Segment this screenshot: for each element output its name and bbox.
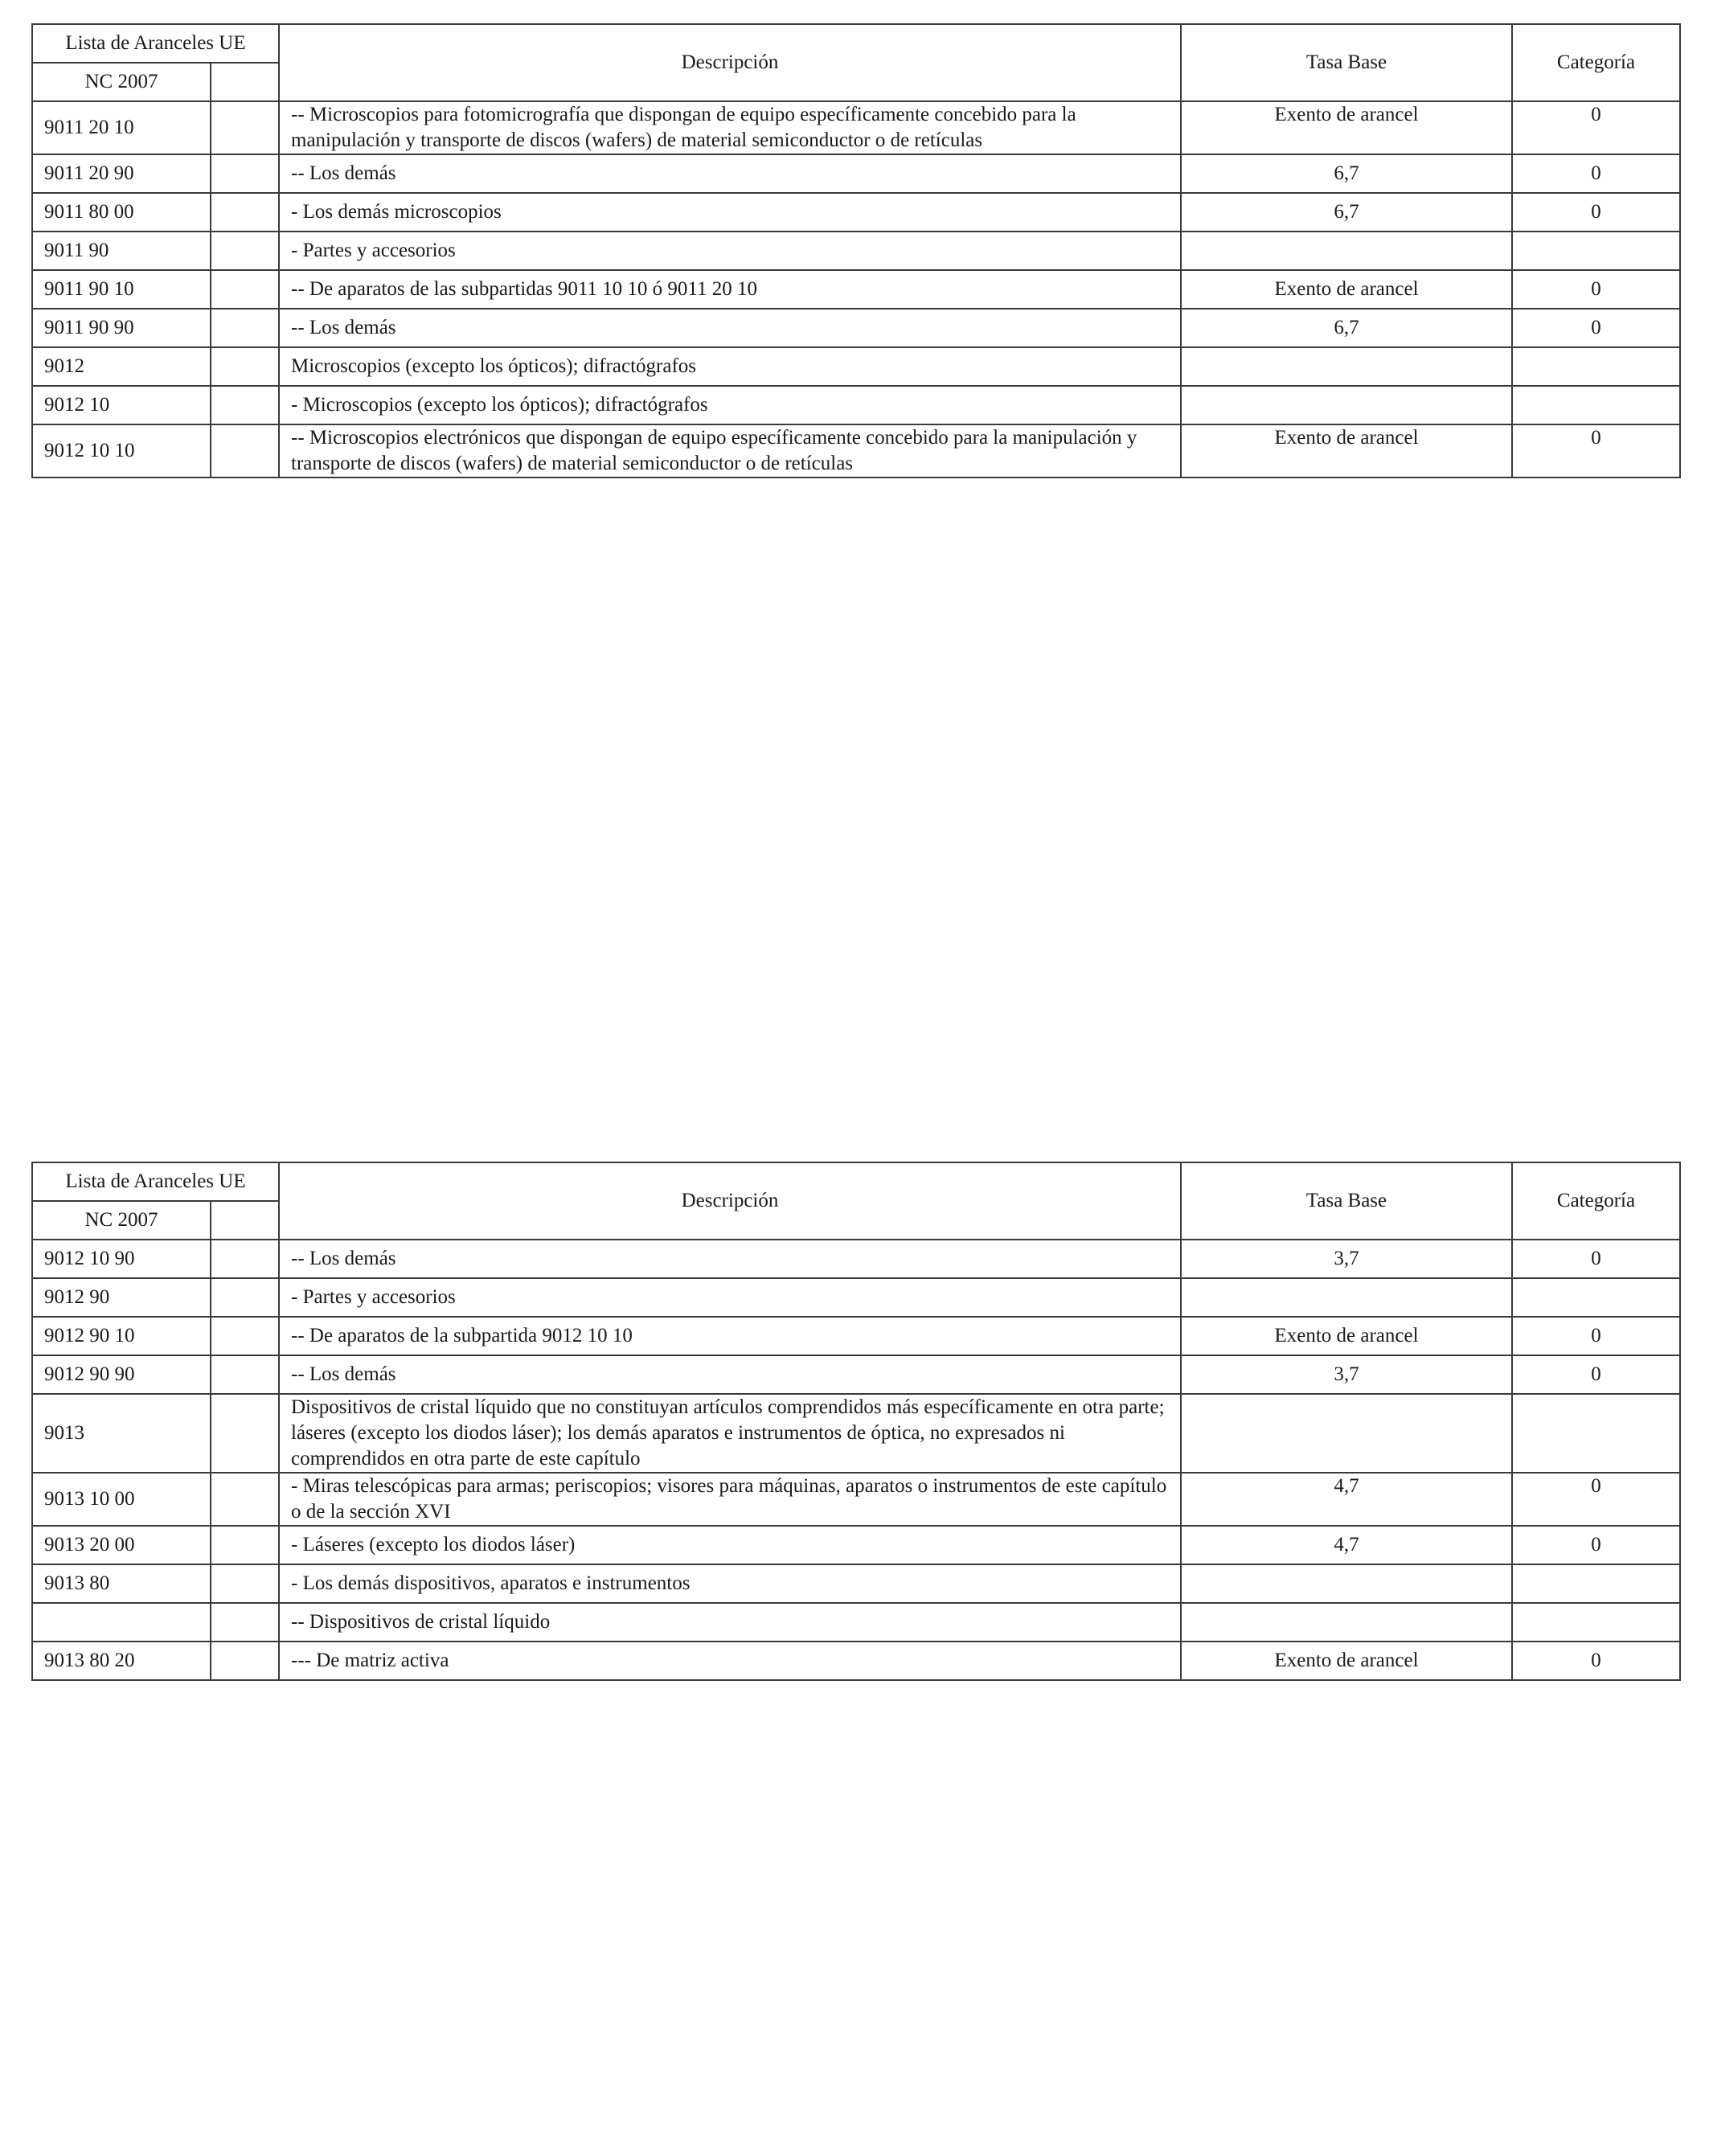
code-cell: 9011 20 90 (32, 154, 211, 193)
category-cell: 0 (1512, 101, 1680, 154)
table-row (32, 270, 1680, 309)
table-row (32, 1278, 1680, 1317)
category-cell: 0 (1512, 1642, 1680, 1680)
blank-cell (211, 1603, 279, 1642)
rate-cell: 6,7 (1181, 154, 1512, 193)
description-cell: -- Dispositivos de cristal líquido (279, 1603, 1181, 1642)
category-cell: 0 (1512, 1526, 1680, 1564)
code-cell: 9012 10 90 (32, 1240, 211, 1278)
rate-cell: 3,7 (1181, 1355, 1512, 1394)
description-cell: - Miras telescópicas para armas; periscopios; visores para máquinas, aparatos o instrumentos de este capítulo o de la sección XVI (279, 1473, 1181, 1526)
table-row (32, 101, 1680, 154)
list-title-header: Lista de Aranceles UE (32, 1162, 279, 1201)
blank-cell (211, 1355, 279, 1394)
table-row (32, 1240, 1680, 1278)
description-cell: -- Los demás (279, 1240, 1181, 1278)
rate-cell (1181, 347, 1512, 386)
description-cell: - Los demás dispositivos, aparatos e instrumentos (279, 1564, 1181, 1603)
code-cell: 9011 20 10 (32, 101, 211, 154)
code-cell: 9011 90 10 (32, 270, 211, 309)
table-row (32, 1642, 1680, 1680)
rate-header: Tasa Base (1181, 24, 1512, 101)
category-cell: 0 (1512, 1240, 1680, 1278)
rate-cell: Exento de arancel (1181, 424, 1512, 478)
rate-cell: Exento de arancel (1181, 1317, 1512, 1355)
category-cell (1512, 1394, 1680, 1473)
category-cell: 0 (1512, 193, 1680, 232)
category-cell: 0 (1512, 154, 1680, 193)
rate-cell (1181, 386, 1512, 424)
blank-cell (211, 424, 279, 478)
rate-cell (1181, 1603, 1512, 1642)
table-row (32, 193, 1680, 232)
nc-label-header: NC 2007 (32, 63, 211, 101)
rate-cell (1181, 1394, 1512, 1473)
code-cell (32, 1603, 211, 1642)
tariff-table-1 (31, 23, 1681, 478)
blank-cell (211, 347, 279, 386)
blank-cell (211, 1317, 279, 1355)
description-cell: - Partes y accesorios (279, 1278, 1181, 1317)
code-cell: 9012 90 (32, 1278, 211, 1317)
blank-cell (211, 386, 279, 424)
description-cell: -- De aparatos de las subpartidas 9011 10 10 ó 9011 20 10 (279, 270, 1181, 309)
rate-cell: 6,7 (1181, 309, 1512, 347)
table-row (32, 1317, 1680, 1355)
blank-cell (211, 270, 279, 309)
category-header: Categoría (1512, 24, 1680, 101)
code-cell: 9012 10 10 (32, 424, 211, 478)
code-cell: 9013 (32, 1394, 211, 1473)
blank-header-cell (211, 1201, 279, 1240)
blank-cell (211, 309, 279, 347)
code-cell: 9011 90 (32, 232, 211, 270)
blank-cell (211, 154, 279, 193)
table-row (32, 347, 1680, 386)
nc-label-header: NC 2007 (32, 1201, 211, 1240)
table-row (32, 1603, 1680, 1642)
description-cell: -- De aparatos de la subpartida 9012 10 10 (279, 1317, 1181, 1355)
code-cell: 9013 10 00 (32, 1473, 211, 1526)
description-cell: - Láseres (excepto los diodos láser) (279, 1526, 1181, 1564)
category-cell: 0 (1512, 1473, 1680, 1526)
table-row (32, 154, 1680, 193)
category-cell (1512, 1603, 1680, 1642)
rate-cell: 3,7 (1181, 1240, 1512, 1278)
description-cell: - Partes y accesorios (279, 232, 1181, 270)
category-cell (1512, 232, 1680, 270)
code-cell: 9012 (32, 347, 211, 386)
description-header: Descripción (279, 24, 1181, 101)
rate-cell: 4,7 (1181, 1526, 1512, 1564)
rate-cell: Exento de arancel (1181, 1642, 1512, 1680)
blank-cell (211, 193, 279, 232)
code-cell: 9012 10 (32, 386, 211, 424)
blank-cell (211, 1240, 279, 1278)
code-cell: 9013 80 (32, 1564, 211, 1603)
description-cell: Dispositivos de cristal líquido que no constituyan artículos comprendidos más específicamente en otra parte; láseres (excepto los diodos láser); los demás aparatos e instrumentos de óptica, no expresados ni comprendidos en otra parte de este capítulo (279, 1394, 1181, 1473)
code-cell: 9013 20 00 (32, 1526, 211, 1564)
code-cell: 9012 90 90 (32, 1355, 211, 1394)
description-cell: - Microscopios (excepto los ópticos); difractógrafos (279, 386, 1181, 424)
blank-cell (211, 1278, 279, 1317)
blank-cell (211, 1642, 279, 1680)
blank-cell (211, 101, 279, 154)
category-cell (1512, 1564, 1680, 1603)
rate-cell (1181, 1564, 1512, 1603)
category-cell: 0 (1512, 1355, 1680, 1394)
table-row (32, 386, 1680, 424)
blank-header-cell (211, 63, 279, 101)
blank-cell (211, 1473, 279, 1526)
category-cell: 0 (1512, 309, 1680, 347)
rate-cell: Exento de arancel (1181, 270, 1512, 309)
table-row (32, 1394, 1680, 1473)
rate-cell (1181, 232, 1512, 270)
description-cell: - Los demás microscopios (279, 193, 1181, 232)
category-cell: 0 (1512, 270, 1680, 309)
code-cell: 9012 90 10 (32, 1317, 211, 1355)
code-cell: 9011 90 90 (32, 309, 211, 347)
description-cell: -- Los demás (279, 154, 1181, 193)
list-title-header: Lista de Aranceles UE (32, 24, 279, 63)
category-cell (1512, 386, 1680, 424)
table-row (32, 1526, 1680, 1564)
rate-header: Tasa Base (1181, 1162, 1512, 1240)
blank-cell (211, 1526, 279, 1564)
rate-cell (1181, 1278, 1512, 1317)
table-row (32, 1473, 1680, 1526)
table-row (32, 309, 1680, 347)
blank-cell (211, 232, 279, 270)
description-cell: -- Microscopios para fotomicrografía que dispongan de equipo específicamente concebido para la manipulación y transporte de discos (wafers) de material semiconductor o de retículas (279, 101, 1181, 154)
code-cell: 9011 80 00 (32, 193, 211, 232)
category-cell: 0 (1512, 424, 1680, 478)
description-header: Descripción (279, 1162, 1181, 1240)
category-cell: 0 (1512, 1317, 1680, 1355)
category-cell (1512, 347, 1680, 386)
rate-cell: Exento de arancel (1181, 101, 1512, 154)
description-cell: -- Los demás (279, 1355, 1181, 1394)
blank-cell (211, 1394, 279, 1473)
table-row (32, 1355, 1680, 1394)
tariff-table-2 (31, 1162, 1681, 1681)
category-header: Categoría (1512, 1162, 1680, 1240)
blank-cell (211, 1564, 279, 1603)
code-cell: 9013 80 20 (32, 1642, 211, 1680)
table-row (32, 424, 1680, 478)
description-cell: Microscopios (excepto los ópticos); difractógrafos (279, 347, 1181, 386)
table-row (32, 232, 1680, 270)
category-cell (1512, 1278, 1680, 1317)
description-cell: --- De matriz activa (279, 1642, 1181, 1680)
description-cell: -- Microscopios electrónicos que dispongan de equipo específicamente concebido para la manipulación y transporte de discos (wafers) de material semiconductor o de retículas (279, 424, 1181, 478)
table-row (32, 1564, 1680, 1603)
description-cell: -- Los demás (279, 309, 1181, 347)
rate-cell: 4,7 (1181, 1473, 1512, 1526)
rate-cell: 6,7 (1181, 193, 1512, 232)
